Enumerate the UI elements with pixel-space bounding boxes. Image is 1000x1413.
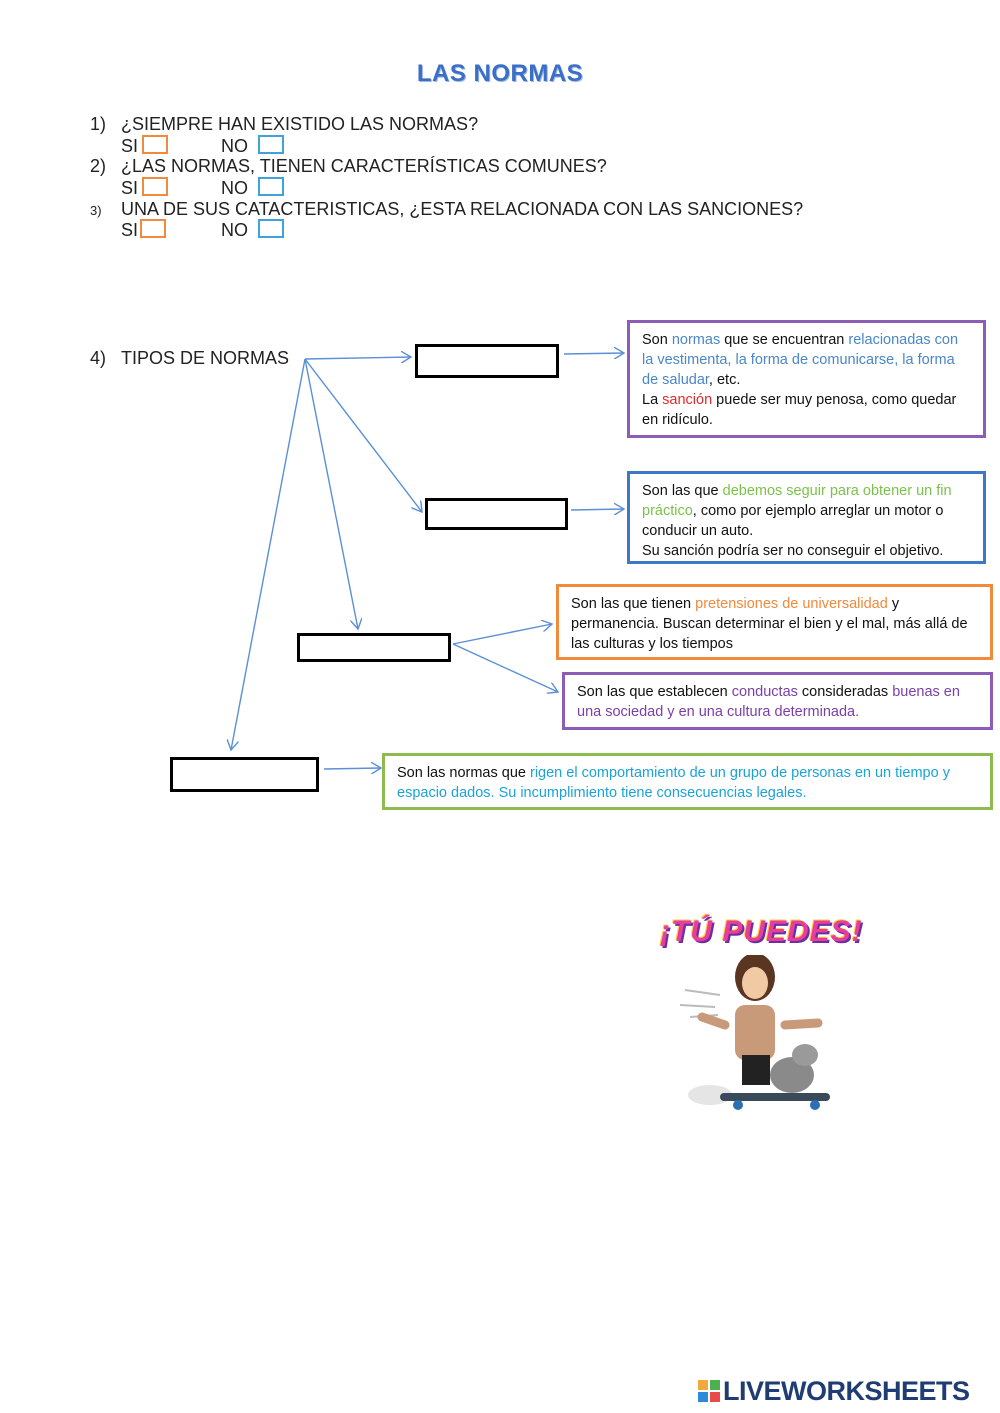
desc2-text: Son las que [642,483,723,499]
yes-label: SI [121,220,139,240]
page-title: LAS NORMAS [416,60,584,87]
desc5-highlight: rigen el comportamiento de un grupo de personas en un tiempo y espacio dados. Su incumplimiento tiene consecuencias legales. [397,765,950,801]
no-label: NO [221,178,248,198]
desc1-text: puede ser muy penosa, como quedar en ridículo. [642,392,957,428]
arrow-box4-desc [324,768,381,769]
desc4-text: consideradas [797,684,893,700]
question-4-text: TIPOS DE NORMAS [121,348,290,368]
desc1-text: que se encuentran [720,332,849,348]
desc1-highlight: sanción [662,392,713,408]
arrow-to-box-2 [305,359,422,512]
description-4 [562,672,993,730]
description-2 [627,471,986,564]
arrow-to-box-1 [305,357,411,359]
yes-label: SI [121,136,139,156]
desc1-highlight: relacionadas con la vestimenta, la forma de comunicarse, la forma de saludar [642,332,959,388]
desc2-highlight: debemos seguir para obtener un fin práctico [642,483,952,519]
desc1-highlight: normas [671,332,721,348]
answer-box-3[interactable] [297,633,451,662]
desc4-highlight: buenas en una sociedad y en una cultura determinada. [577,684,960,720]
desc2-text: Su sanción podría ser no conseguir el objetivo. [642,543,944,559]
question-2-text: ¿LAS NORMAS, TIENEN CARACTERÍSTICAS COMUNES? [121,156,607,176]
desc5-text: Son las normas que [397,765,530,781]
skater-avatar-illustration [680,955,840,1125]
description-3 [556,584,993,660]
desc4-text: Son las que establecen [577,684,732,700]
arrow-box1-desc [564,353,624,354]
description-5 [382,753,993,810]
desc1-text: La [642,392,663,408]
description-1 [627,320,986,438]
tu-puedes-sticker-text: ¡TÚ PUEDES! [660,915,863,948]
arrow-box3-desc3 [453,624,552,644]
question-4-number: 4) [90,348,107,368]
arrow-to-box-4 [231,359,305,750]
brand-watermark [698,1376,970,1407]
question-2-number: 2) [90,156,107,176]
liveworksheets-logo-icon [698,1380,720,1402]
desc3-highlight: pretensiones de universalidad [695,596,888,612]
desc4-highlight: conductas [731,684,798,700]
question-1-number: 1) [90,114,107,134]
question-3-text: UNA DE SUS CATACTERISTICAS, ¿ESTA RELACIONADA CON LAS SANCIONES? [121,199,804,219]
answer-box-1[interactable] [415,344,559,378]
yes-label: SI [121,178,139,198]
arrow-box2-desc [571,509,624,510]
arrow-to-box-3 [305,359,358,629]
no-label: NO [221,220,248,240]
question-1-text: ¿SIEMPRE HAN EXISTIDO LAS NORMAS? [121,114,479,134]
arrow-box3-desc4 [453,644,558,692]
no-label: NO [221,136,248,156]
brand-text: LIVEWORKSHEETS [723,1376,970,1406]
answer-box-4[interactable] [170,757,319,792]
desc2-text: , como por ejemplo arreglar un motor o conducir un auto. [642,503,944,539]
desc1-text: Son [642,332,672,348]
desc3-text: y permanencia. Buscan determinar el bien y el mal, más allá de las culturas y los tiempos [571,596,968,652]
question-3-number: 3) [90,203,102,218]
desc1-text: , etc. [708,372,741,388]
desc3-text: Son las que tienen [571,596,696,612]
answer-box-2[interactable] [425,498,568,530]
